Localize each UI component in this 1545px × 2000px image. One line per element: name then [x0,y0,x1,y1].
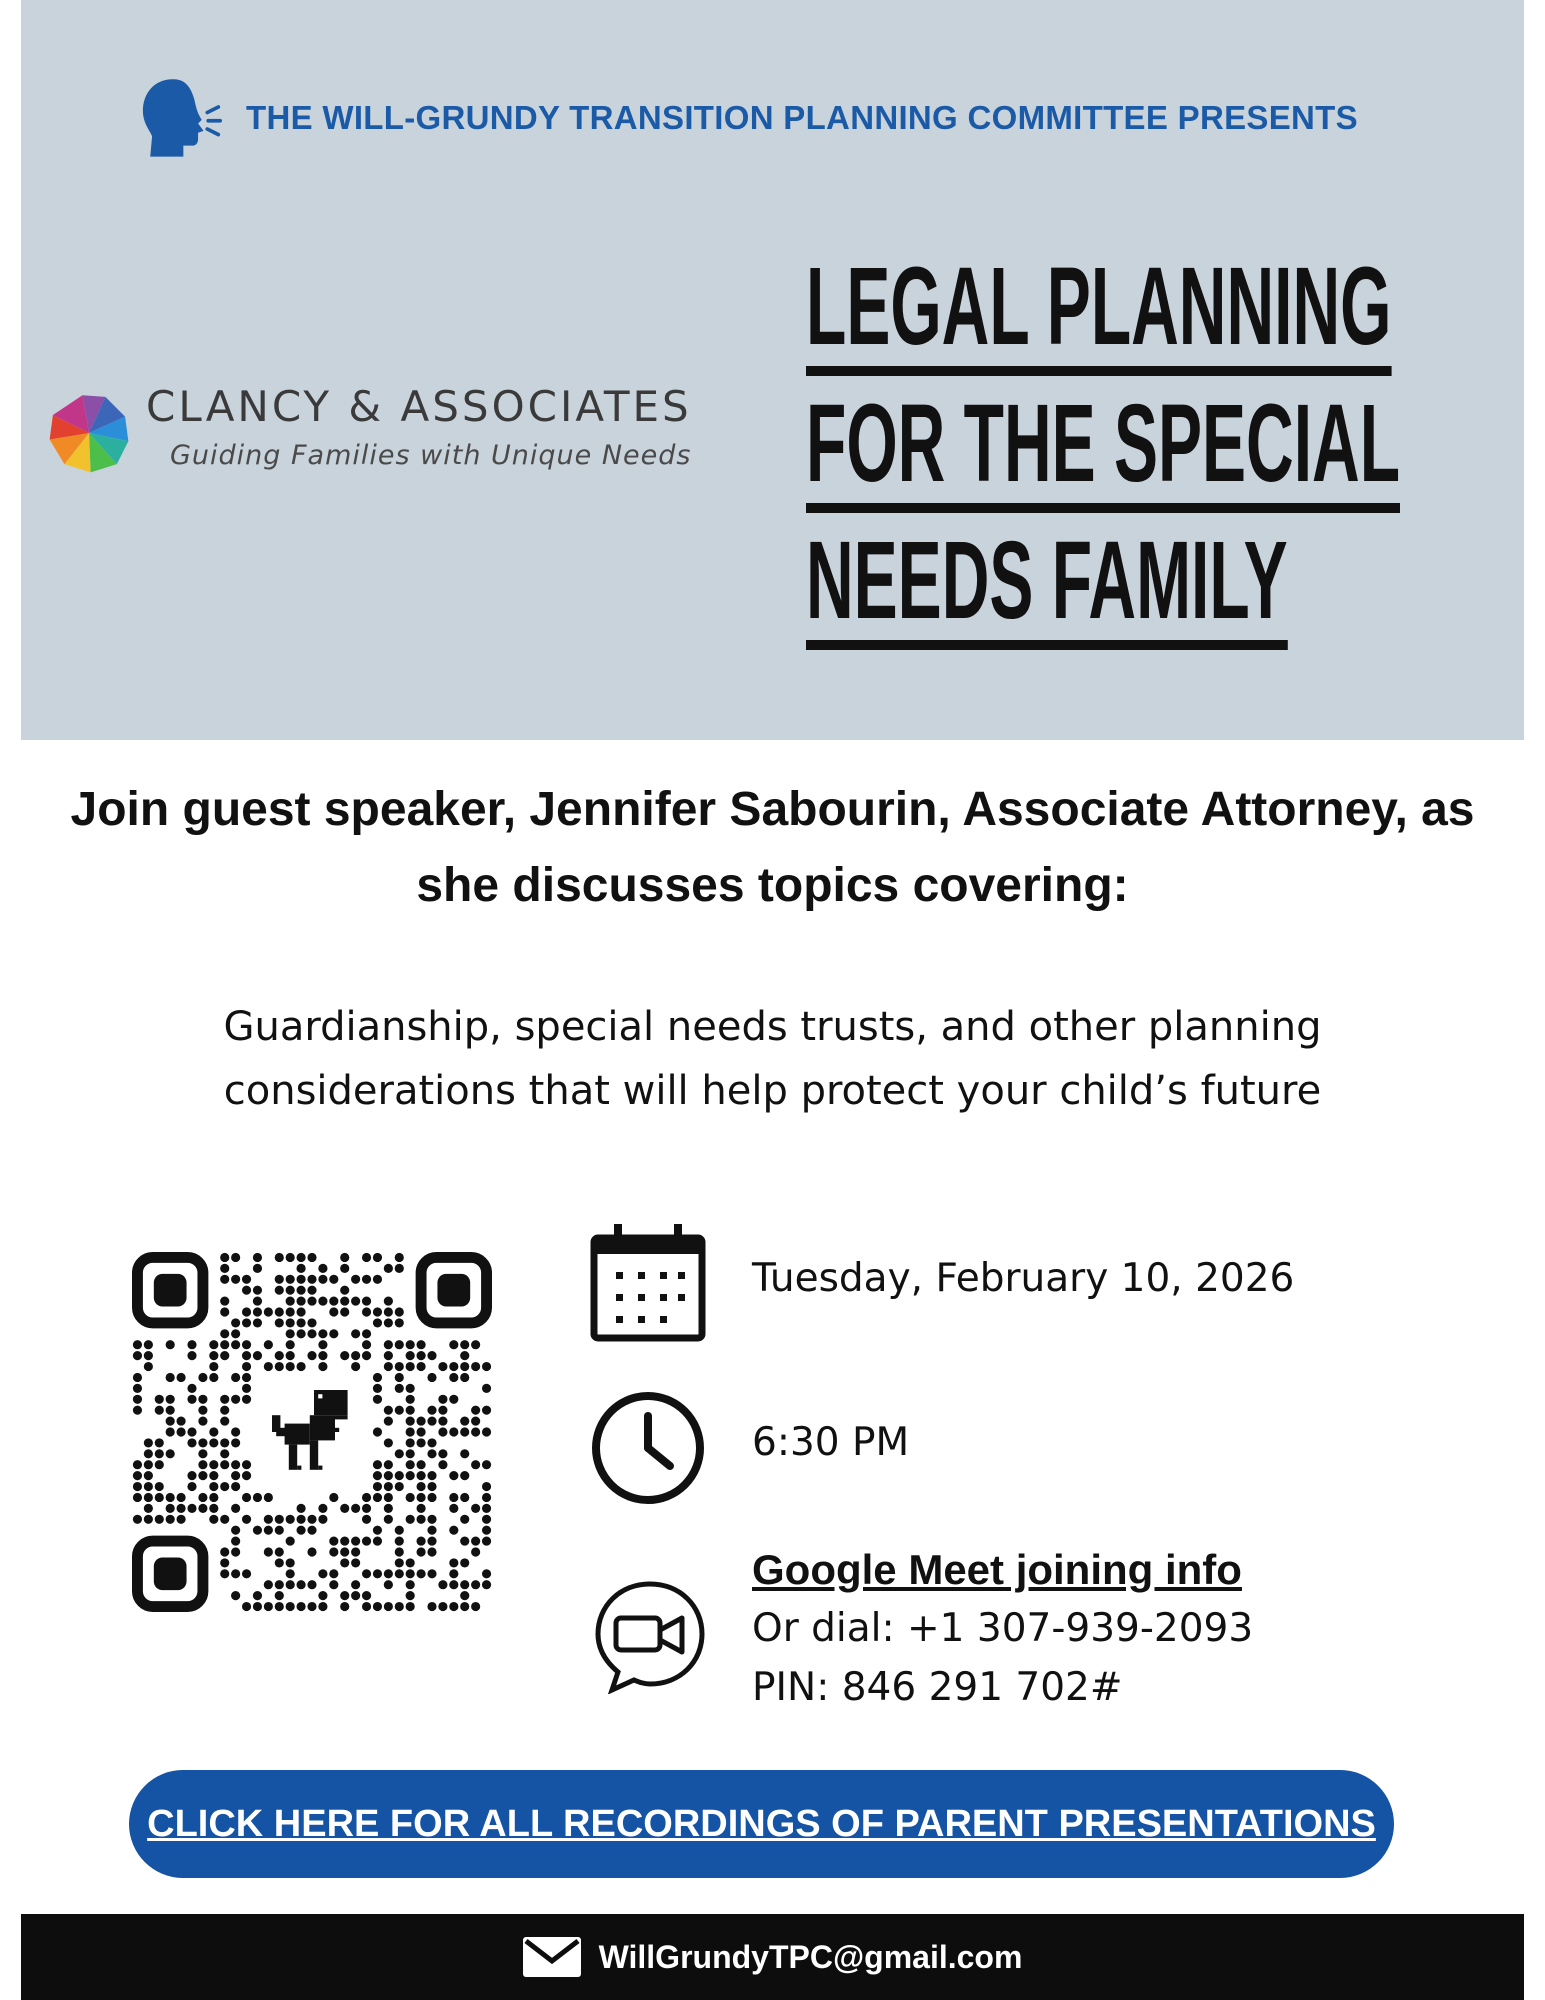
recordings-button[interactable] [129,1770,1394,1878]
event-time: 6:30 PM [752,1420,910,1465]
event-title [806,245,1446,659]
presenter-text: THE WILL-GRUNDY TRANSITION PLANNING COMMITTEE PRESENTS [246,99,1358,136]
speaking-head-icon [130,72,222,164]
clancy-logo [48,380,768,480]
video-chat-icon [592,1578,708,1694]
topics-description: Guardianship, special needs trusts, and other planning considerations that will help protect your child’s future [223,1004,1322,1114]
qr-code[interactable] [132,1252,492,1612]
clock-icon [590,1390,706,1506]
speaker-intro: Join guest speaker, Jennifer Sabourin, Associate Attorney, as she discusses topics covering: [70,783,1475,912]
presenter-line [130,78,1410,158]
title-line-3: NEEDS FAMILY [806,522,1288,650]
title-line-1: LEGAL PLANNING [806,248,1391,376]
title-line-2: FOR THE SPECIAL [806,385,1400,513]
google-meet-link[interactable]: Google Meet joining info [752,1546,1242,1593]
envelope-icon [523,1937,581,1977]
dial-in-number: Or dial: +1 307-939-2093 [752,1606,1254,1651]
pinwheel-logo-icon [48,392,130,474]
event-date: Tuesday, February 10, 2026 [752,1256,1295,1301]
logo-name: CLANCY & ASSOCIATES [146,382,692,431]
recordings-button-label: CLICK HERE FOR ALL RECORDINGS OF PARENT PRESENTATIONS [147,1802,1376,1845]
contact-email[interactable]: WillGrundyTPC@gmail.com [598,1938,1023,1975]
footer-bar [21,1914,1524,2000]
dial-in-pin: PIN: 846 291 702# [752,1665,1123,1710]
calendar-icon [590,1222,706,1342]
logo-tagline: Guiding Families with Unique Needs [170,440,692,471]
